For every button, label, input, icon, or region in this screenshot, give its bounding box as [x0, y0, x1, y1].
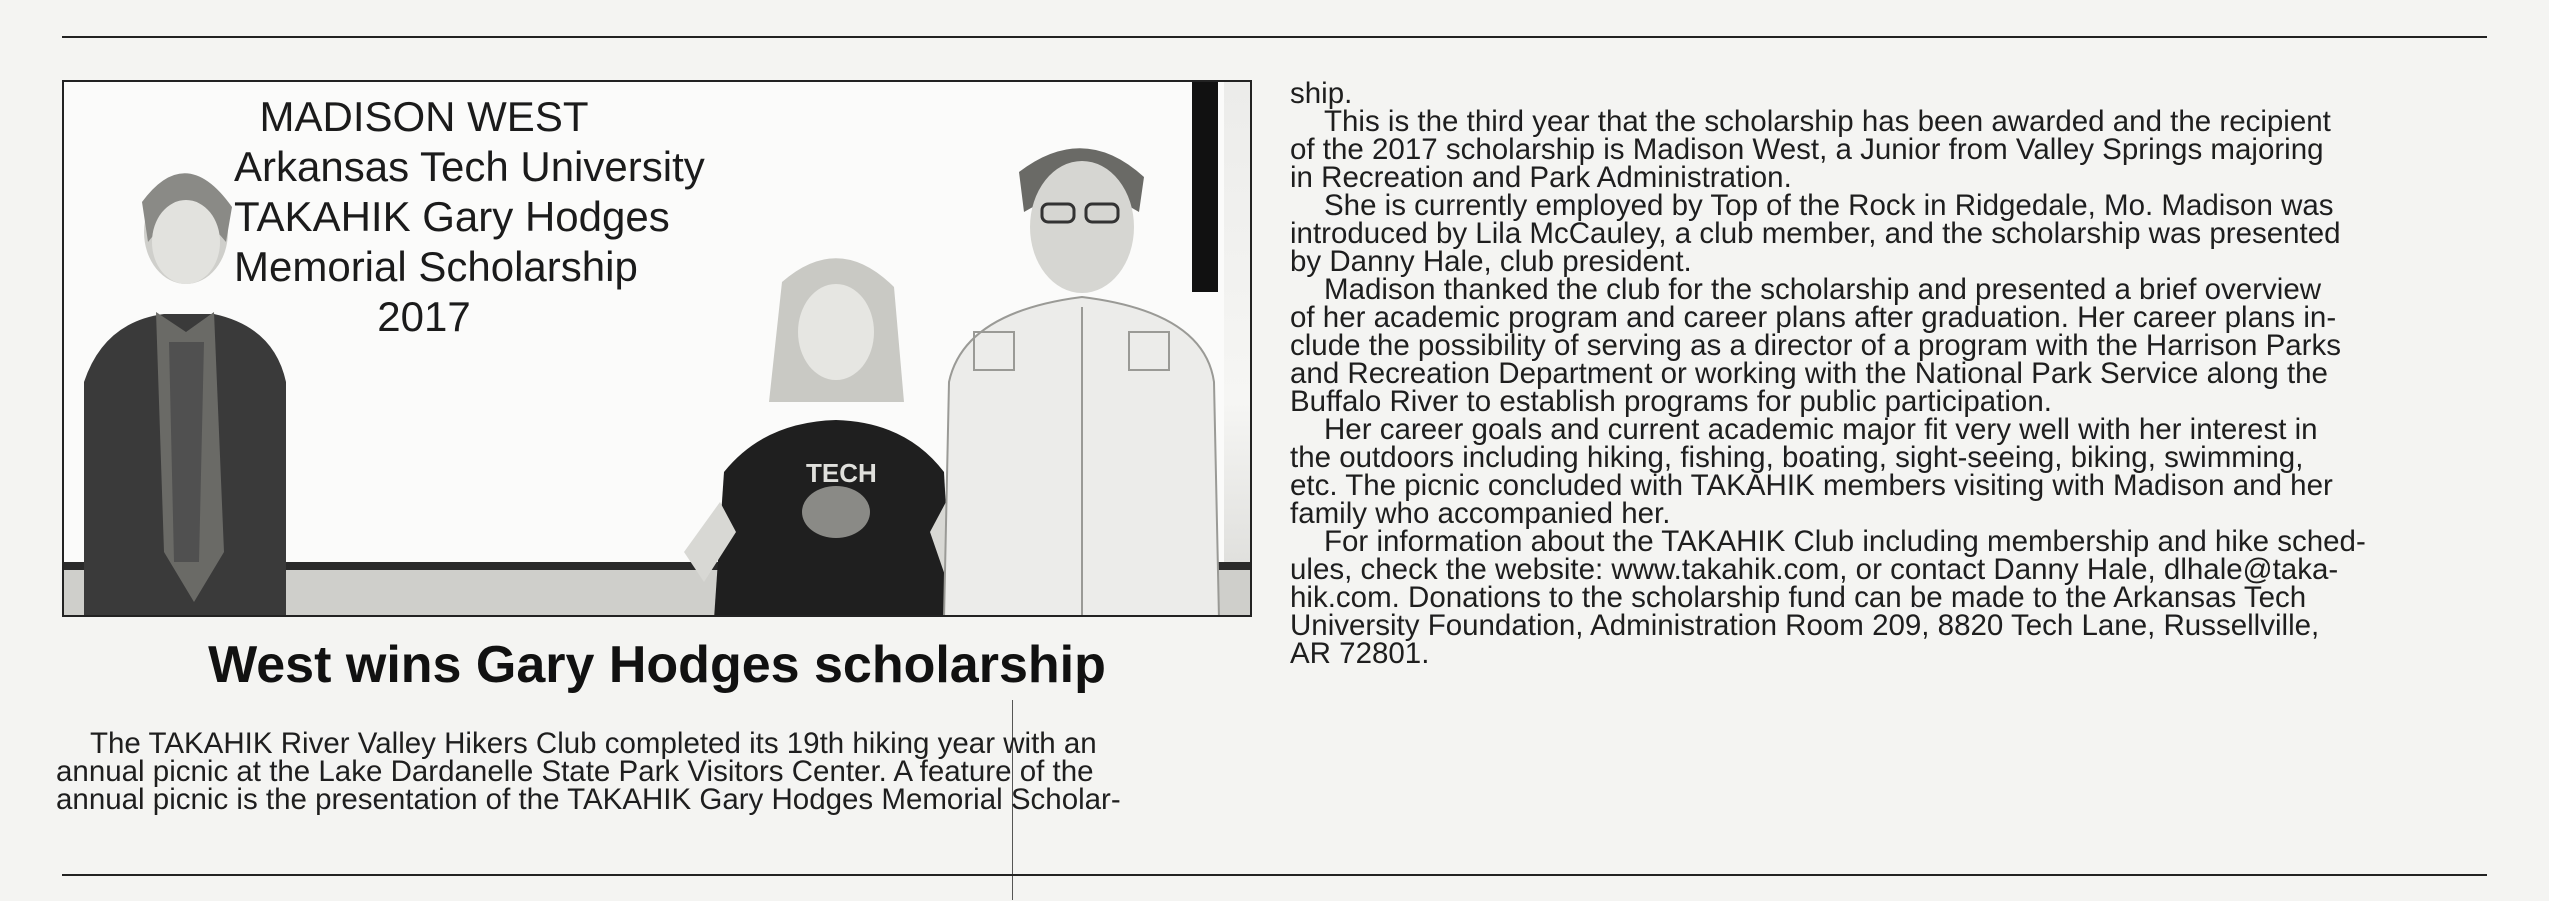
body-line: ules, check the website: www.takahik.com, or contact Danny Hale, dlhale@taka-: [1290, 553, 2339, 586]
body-line: The TAKAHIK River Valley Hikers Club completed its 19th hiking year with an: [90, 727, 1097, 760]
article-body-right: [1290, 77, 2490, 670]
body-line: by Danny Hale, club president.: [1290, 245, 1692, 278]
photo-people: [64, 82, 1252, 617]
body-line: and Recreation Department or working with the National Park Service along the: [1290, 357, 2328, 390]
top-rule: [62, 36, 2487, 38]
body-line: AR 72801.: [1290, 637, 1430, 670]
caption-line: 2017: [377, 293, 471, 340]
body-line: annual picnic is the presentation of the TAKAHIK Gary Hodges Memorial Scholar-: [56, 783, 1121, 816]
body-line: She is currently employed by Top of the Rock in Ridgedale, Mo. Madison was: [1324, 189, 2334, 222]
body-line: ship.: [1290, 77, 1353, 110]
caption-line: MADISON WEST: [259, 93, 589, 140]
body-line: hik.com. Donations to the scholarship fund can be made to the Arkansas Tech: [1290, 581, 2307, 614]
body-line: family who accompanied her.: [1290, 497, 1671, 530]
person-right-man: [944, 148, 1219, 617]
body-line: clude the possibility of serving as a director of a program with the Harrison Parks: [1290, 329, 2341, 362]
article-photo: [62, 80, 1252, 617]
body-line: etc. The picnic concluded with TAKAHIK members visiting with Madison and her: [1290, 469, 2333, 502]
body-line: University Foundation, Administration Room 209, 8820 Tech Lane, Russellville,: [1290, 609, 2320, 642]
body-line: For information about the TAKAHIK Club including membership and hike sched-: [1324, 525, 2366, 558]
article-headline: West wins Gary Hodges scholarship: [208, 636, 1106, 694]
body-line: Madison thanked the club for the scholarship and presented a brief overview: [1324, 273, 2322, 306]
caption-line: Arkansas Tech University: [234, 143, 705, 190]
person-left-woman: [84, 173, 286, 617]
body-line: of her academic program and career plans after graduation. Her career plans in-: [1290, 301, 2337, 334]
svg-text:TECH: TECH: [806, 458, 877, 488]
body-line: of the 2017 scholarship is Madison West, a Junior from Valley Springs majoring: [1290, 133, 2324, 166]
body-line: Her career goals and current academic major fit very well with her interest in: [1324, 413, 2318, 446]
caption-line: Memorial Scholarship: [234, 243, 638, 290]
body-line: introduced by Lila McCauley, a club member, and the scholarship was presented: [1290, 217, 2341, 250]
body-line: the outdoors including hiking, fishing, boating, sight-seeing, biking, swimming,: [1290, 441, 2304, 474]
body-line: in Recreation and Park Administration.: [1290, 161, 1792, 194]
body-line: annual picnic at the Lake Dardanelle State Park Visitors Center. A feature of the: [56, 755, 1094, 788]
person-center-madison: [684, 258, 969, 617]
body-line: This is the third year that the scholarship has been awarded and the recipient: [1324, 105, 2331, 138]
bottom-rule: [62, 874, 2487, 876]
caption-line: TAKAHIK Gary Hodges: [234, 193, 670, 240]
article-body-left: [56, 727, 1256, 816]
body-line: Buffalo River to establish programs for public participation.: [1290, 385, 2052, 418]
